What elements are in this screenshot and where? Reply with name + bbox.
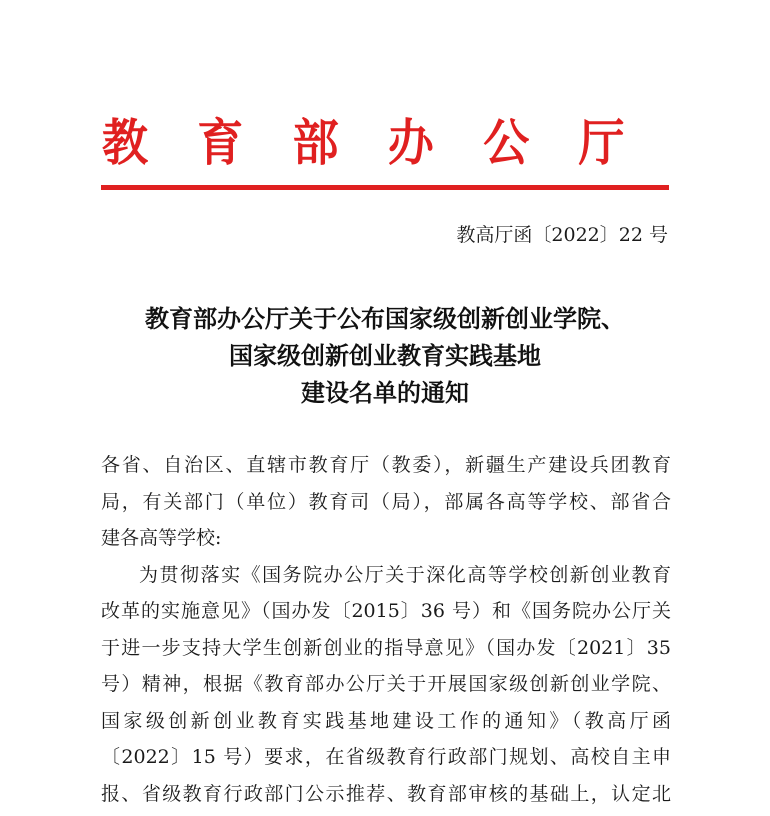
salutation-line: 各省、自治区、直辖市教育厅（教委），新疆生产建设兵团教育 bbox=[101, 454, 671, 476]
header-char: 部 bbox=[292, 113, 339, 172]
salutation-line: 局，有关部门（单位）教育司（局），部属各高等学校、部省合 bbox=[101, 490, 671, 513]
header-char: 办 bbox=[387, 113, 434, 172]
red-header-rule bbox=[101, 185, 669, 190]
title-line: 教育部办公厅关于公布国家级创新创业学院、 bbox=[145, 304, 625, 333]
header-char: 教 bbox=[102, 113, 148, 172]
paragraph-line: 报、省级教育行政部门公示推荐、教育部审核的基础上，认定北 bbox=[101, 782, 671, 805]
header-char: 育 bbox=[197, 113, 244, 172]
paragraph-line: 〔2022〕15 号）要求，在省级教育行政部门规划、高校自主申 bbox=[101, 746, 671, 768]
salutation-line: 建各高等学校: bbox=[101, 527, 222, 549]
paragraph-line: 号）精神，根据《教育部办公厅关于开展国家级创新创业学院、 bbox=[101, 673, 671, 695]
title-line: 国家级创新创业教育实践基地 bbox=[229, 341, 541, 370]
header-char: 厅 bbox=[578, 113, 625, 172]
paragraph-line: 改革的实施意见》（国办发〔2015〕36 号）和《国务院办公厅关 bbox=[101, 600, 671, 622]
document-title bbox=[90, 300, 680, 411]
paragraph-line: 国家级创新创业教育实践基地建设工作的通知》（教高厅函 bbox=[101, 709, 671, 732]
paragraph-line: 于进一步支持大学生创新创业的指导意见》（国办发〔2021〕35 bbox=[101, 636, 671, 659]
issuing-authority-header bbox=[102, 104, 625, 174]
document-body bbox=[101, 447, 671, 812]
header-char: 公 bbox=[483, 113, 530, 172]
document-number: 教高厅函〔2022〕22 号 bbox=[456, 224, 668, 246]
title-line: 建设名单的通知 bbox=[301, 378, 469, 407]
paragraph-line: 为贯彻落实《国务院办公厅关于深化高等学校创新创业教育 bbox=[139, 563, 671, 586]
